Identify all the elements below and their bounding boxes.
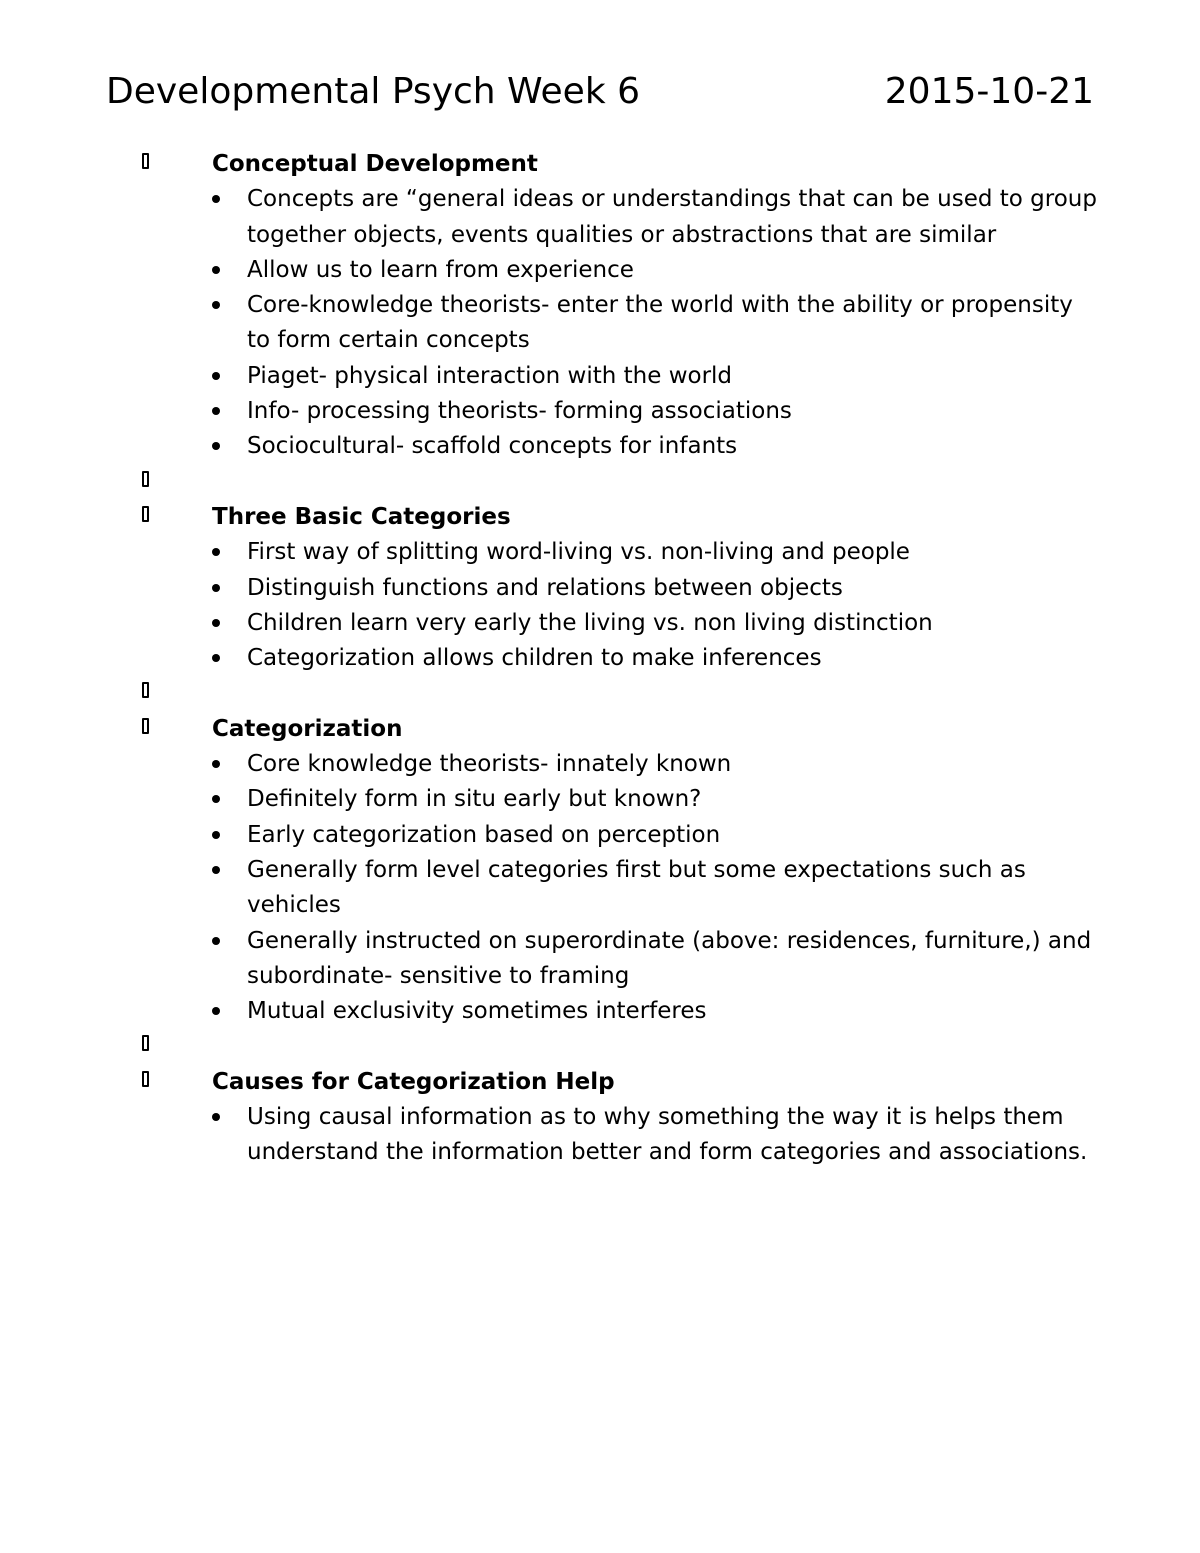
bullet-item — [0, 994, 1097, 1029]
bullet-dot-icon — [212, 195, 220, 203]
bullet-item — [0, 853, 1097, 924]
bullet-dot-icon — [212, 584, 220, 592]
bullet-dot-icon — [212, 372, 220, 380]
bullet-text: Core knowledge theorists- innately known — [247, 751, 732, 778]
section-heading-row — [0, 500, 1200, 535]
bullet-dot-icon — [212, 266, 220, 274]
notes-body — [0, 147, 1200, 1171]
bullet-text: Piaget- physical interaction with the world — [247, 362, 733, 389]
bullet-item — [0, 571, 1097, 606]
box-marker-icon — [142, 1035, 149, 1051]
bullet-item — [0, 288, 1097, 359]
bullet-dot-icon — [212, 654, 220, 662]
bullet-item — [0, 429, 1097, 464]
bullet-item — [0, 924, 1097, 995]
bullet-list — [0, 182, 1200, 464]
bullet-dot-icon — [212, 1007, 220, 1015]
bullet-item — [0, 818, 1097, 853]
bullet-list — [0, 747, 1200, 1029]
bullet-text: Info- processing theorists- forming associations — [247, 398, 792, 425]
document-header — [106, 70, 1094, 118]
empty-marker-row — [0, 676, 1200, 711]
bullet-list — [0, 535, 1200, 676]
bullet-dot-icon — [212, 831, 220, 839]
bullet-dot-icon — [212, 301, 220, 309]
bullet-dot-icon — [212, 548, 220, 556]
section-title: Causes for Categorization Help — [212, 1068, 615, 1095]
bullet-item — [0, 359, 1097, 394]
section-heading-row — [0, 712, 1200, 747]
bullet-item — [0, 535, 1097, 570]
bullet-text: Concepts are “general ideas or understandings that can be used to group together objects, events qualities or abstractions that are similar — [247, 186, 1097, 248]
bullet-dot-icon — [212, 760, 220, 768]
box-marker-icon — [142, 506, 149, 522]
bullet-text: Sociocultural- scaffold concepts for infants — [247, 433, 738, 460]
bullet-text: Children learn very early the living vs. non living distinction — [247, 609, 933, 636]
section-heading-row — [0, 147, 1200, 182]
box-marker-icon — [142, 1071, 149, 1087]
bullet-text: Core-knowledge theorists- enter the world with the ability or propensity to form certain concepts — [247, 292, 1073, 354]
bullet-dot-icon — [212, 937, 220, 945]
bullet-text: Categorization allows children to make inferences — [247, 645, 822, 672]
bullet-text: Mutual exclusivity sometimes interferes — [247, 998, 707, 1025]
bullet-text: Generally instructed on superordinate (above: residences, furniture,) and subordinate- sensitive to framing — [247, 927, 1092, 989]
bullet-dot-icon — [212, 619, 220, 627]
bullet-text: Allow us to learn from experience — [247, 256, 634, 283]
box-marker-icon — [142, 682, 149, 698]
bullet-text: Using causal information as to why something the way it is helps them understand the information better and form categories and associations. — [247, 1104, 1088, 1166]
box-marker-icon — [142, 471, 149, 487]
document-title: Developmental Psych Week 6 — [106, 71, 641, 112]
bullet-text: Definitely form in situ early but known? — [247, 786, 702, 813]
box-marker-icon — [142, 718, 149, 734]
bullet-text: Early categorization based on perception — [247, 821, 721, 848]
bullet-item — [0, 1100, 1097, 1171]
section-title: Three Basic Categories — [212, 503, 511, 530]
bullet-item — [0, 394, 1097, 429]
document-date: 2015-10-21 — [884, 71, 1094, 112]
bullet-text: First way of splitting word-living vs. non-living and people — [247, 539, 910, 566]
bullet-list — [0, 1100, 1200, 1171]
bullet-item — [0, 782, 1097, 817]
box-marker-icon — [142, 153, 149, 169]
section-heading-row — [0, 1065, 1200, 1100]
section-title: Conceptual Development — [212, 151, 538, 177]
bullet-item — [0, 641, 1097, 676]
bullet-text: Distinguish functions and relations between objects — [247, 574, 843, 601]
bullet-dot-icon — [212, 407, 220, 415]
bullet-item — [0, 606, 1097, 641]
section-title: Categorization — [212, 715, 403, 742]
bullet-dot-icon — [212, 866, 220, 874]
bullet-dot-icon — [212, 795, 220, 803]
bullet-item — [0, 747, 1097, 782]
empty-marker-row — [0, 1029, 1200, 1064]
bullet-dot-icon — [212, 442, 220, 450]
empty-marker-row — [0, 465, 1200, 500]
bullet-text: Generally form level categories first but some expectations such as vehicles — [247, 856, 1026, 919]
bullet-item — [0, 182, 1097, 253]
bullet-item — [0, 253, 1097, 288]
bullet-dot-icon — [212, 1113, 220, 1121]
